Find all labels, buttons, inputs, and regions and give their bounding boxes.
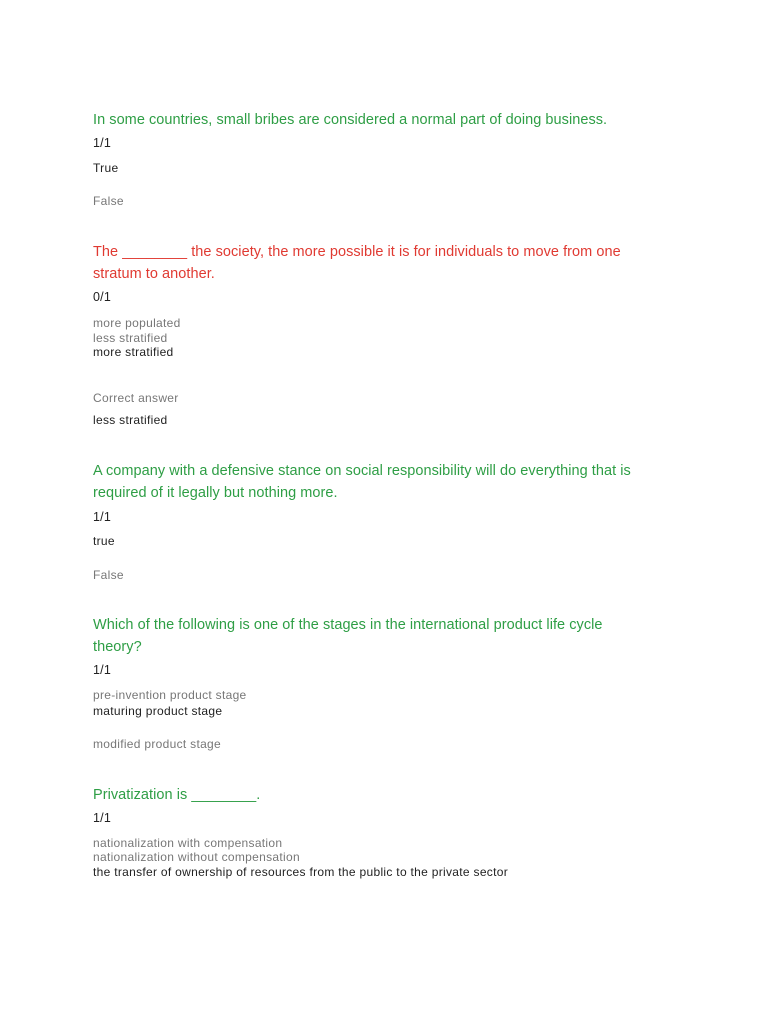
question-3-option-1: true	[93, 534, 115, 548]
question-3-score: 1/1	[93, 510, 111, 524]
question-4-option-2: maturing product stage	[93, 704, 223, 718]
question-4-text-line-2: theory?	[93, 639, 142, 655]
question-2-correct-answer: less stratified	[93, 413, 168, 427]
question-5-score: 1/1	[93, 811, 111, 825]
question-5-option-3: the transfer of ownership of resources from the public to the private sector	[93, 865, 508, 879]
question-2-option-2: less stratified	[93, 331, 168, 345]
question-3-text-line-1: A company with a defensive stance on social responsibility will do everything that is	[93, 463, 631, 479]
question-1-score: 1/1	[93, 136, 111, 150]
question-3-text-line-2: required of it legally but nothing more.	[93, 485, 338, 501]
question-1-option-1: True	[93, 161, 119, 175]
question-5-option-2: nationalization without compensation	[93, 850, 300, 864]
question-2-text-line-2: stratum to another.	[93, 266, 215, 282]
question-4-option-1: pre-invention product stage	[93, 688, 247, 702]
question-1-option-2: False	[93, 194, 124, 208]
question-2-option-1: more populated	[93, 316, 181, 330]
question-1-text: In some countries, small bribes are considered a normal part of doing business.	[93, 112, 608, 128]
question-2-option-3: more stratified	[93, 345, 174, 359]
question-4-option-3: modified product stage	[93, 737, 222, 751]
question-2-score: 0/1	[93, 290, 111, 304]
question-2-correct-answer-label: Correct answer	[93, 391, 179, 405]
question-4-score: 1/1	[93, 663, 111, 677]
question-5-option-1: nationalization with compensation	[93, 836, 283, 850]
question-5-text: Privatization is ________.	[93, 787, 261, 803]
question-3-option-2: False	[93, 568, 124, 582]
question-4-text-line-1: Which of the following is one of the stages in the international product life cycle	[93, 617, 603, 633]
question-2-text-line-1: The ________ the society, the more possible it is for individuals to move from one	[93, 244, 621, 260]
